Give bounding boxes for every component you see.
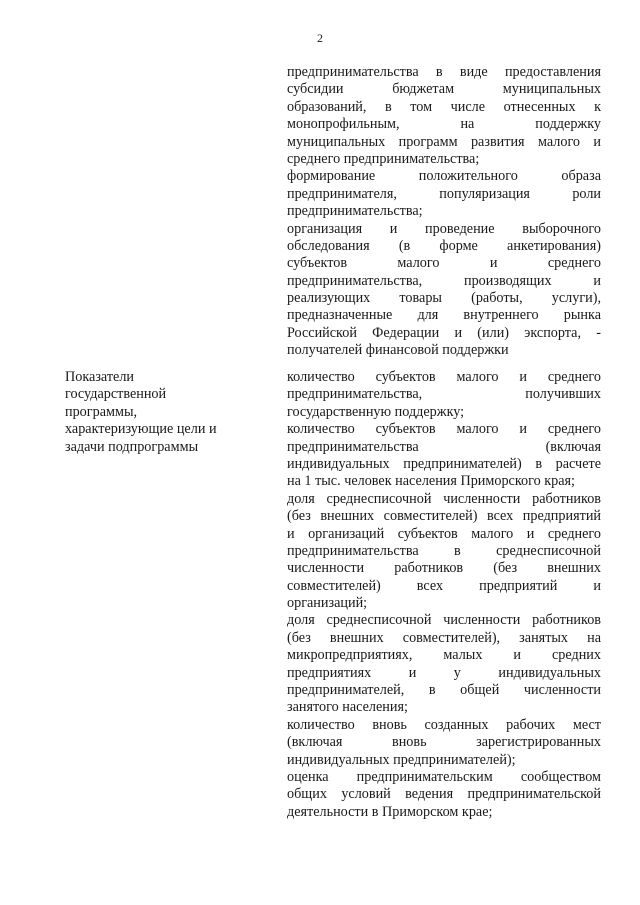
text-line: среднего предпринимательства; (287, 150, 480, 167)
text-line: количество субъектов малого и среднего (287, 369, 601, 385)
label-line: задачи подпрограммы (65, 438, 199, 455)
text-line: предприятиях и у индивидуальных (287, 664, 601, 681)
text-line: образований, в том числе отнесенных к (287, 98, 601, 115)
text-line: количество вновь созданных рабочих мест (287, 716, 601, 733)
text-line: совместителей) всех предприятий и (287, 577, 601, 594)
text-line: монопрофильным, на поддержку (287, 116, 601, 133)
text-line: (без внешних совместителей) всех предприятий (287, 508, 601, 525)
text-line: (включая вновь зарегистрированных (287, 734, 601, 751)
text-line: предпринимательства, производящих и (287, 272, 601, 289)
text-line: предпринимательства; (287, 203, 423, 220)
text-line: организаций; (287, 595, 368, 612)
text-line: занятого населения; (287, 699, 408, 716)
text-line: субсидии бюджетам муниципальных (287, 81, 601, 98)
text-line: муниципальных программ развития малого и (287, 133, 601, 150)
text-line: государственную поддержку; (287, 403, 465, 420)
text-line: микропредприятиях, малых и средних (287, 647, 601, 664)
text-line: деятельности в Приморском крае; (287, 803, 493, 820)
text-line: численности работников (без внешних (287, 560, 601, 577)
page-number: 2 (317, 31, 323, 45)
text-line: и организаций субъектов малого и среднего (287, 525, 601, 542)
text-line: обследования (в форме анкетирования) (287, 237, 601, 254)
label-line: государственной (65, 386, 167, 403)
text-line: индивидуальных предпринимателей) в расчете (287, 455, 601, 472)
text-line: общих условий ведения предпринимательской (287, 786, 601, 803)
label-line: характеризующие цели и (65, 421, 217, 438)
text-line: предпринимателя, популяризация роли (287, 185, 601, 202)
text-line: предпринимательства в виде предоставления (287, 64, 601, 80)
text-line: предпринимательства в среднесписочной (287, 542, 601, 559)
text-line: формирование положительного образа (287, 168, 601, 185)
label-line: программы, (65, 403, 138, 420)
text-line: на 1 тыс. человек населения Приморского края; (287, 473, 575, 490)
text-line: (без внешних совместителей), занятых на (287, 629, 601, 646)
text-line: оценка предпринимательским сообществом (287, 768, 601, 785)
text-line: субъектов малого и среднего (287, 255, 601, 272)
text-line: предназначенные для внутреннего рынка (287, 307, 601, 324)
text-line: предпринимательства (включая (287, 438, 601, 455)
text-line: получателей финансовой поддержки (287, 342, 509, 359)
text-line: предпринимателей, в общей численности (287, 682, 601, 699)
text-line: количество субъектов малого и среднего (287, 421, 601, 438)
text-line: индивидуальных предпринимателей); (287, 751, 516, 768)
label-line: Показатели (65, 369, 135, 385)
text-line: организация и проведение выборочного (287, 220, 601, 237)
text-line: предпринимательства, получивших (287, 386, 601, 403)
indicators-content (287, 369, 601, 821)
indicators-label (65, 369, 275, 456)
text-line: доля среднесписочной численности работников (287, 612, 601, 629)
text-line: Российской Федерации и (или) экспорта, - (287, 324, 601, 341)
text-line: доля среднесписочной численности работников (287, 490, 601, 507)
continued-content-block (287, 64, 601, 360)
text-line: реализующих товары (работы, услуги), (287, 290, 601, 307)
